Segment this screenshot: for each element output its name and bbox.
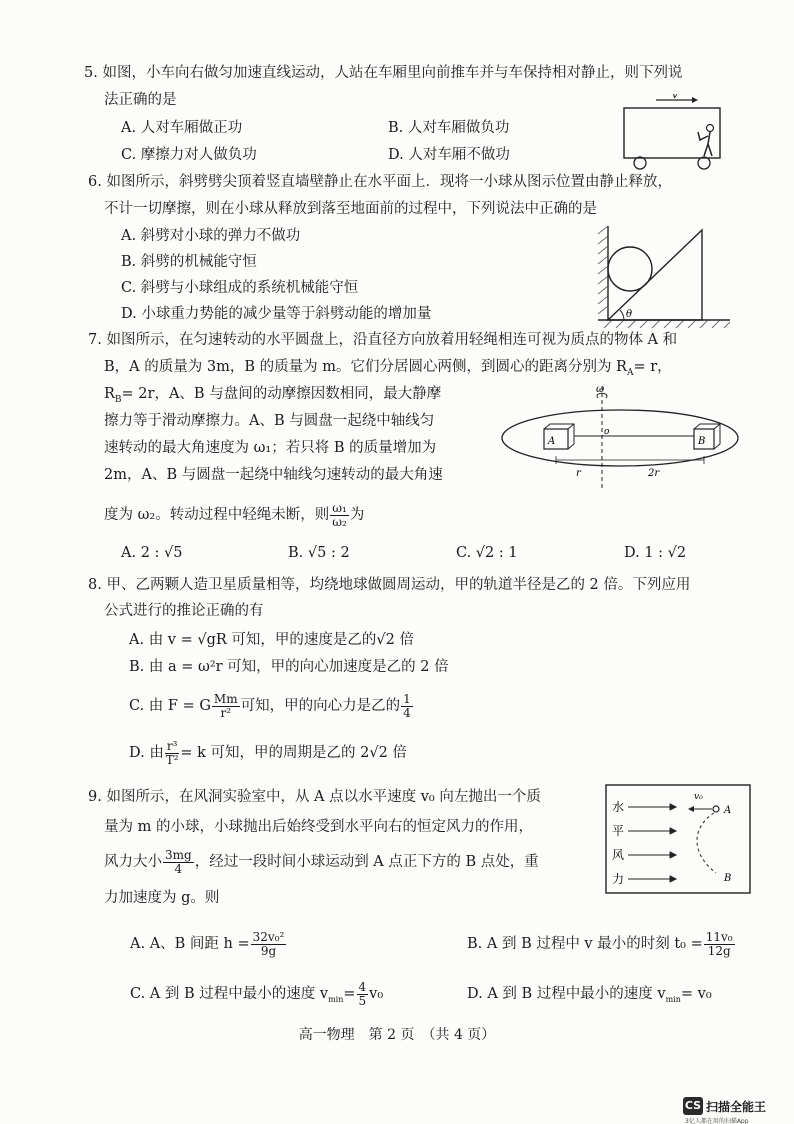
q7-stem-line2: B，A 的质量为 3m，B 的质量为 m。它们分居圆心两侧，到圆心的距离分别为 $R_A= r$， — [104, 359, 672, 378]
q9-stem-line2: 量为 m 的小球，小球抛出后始终受到水平向右的恒定风力的作用， — [104, 819, 533, 835]
q7-option-d: D. 1 : √2 — [624, 545, 687, 561]
q7-block-a-label: A — [548, 436, 556, 447]
q6-angle-label: θ — [626, 309, 633, 320]
q5-option-a: A. 人对车厢做正功 — [121, 120, 243, 136]
q9-option-b: B. A 到 B 过程中 v 最小的时刻 t₀ = $\frac{\text{11v₀}}{12g}$ — [467, 929, 733, 958]
q7-disk-figure — [498, 380, 748, 492]
q8-option-c: C. 由 F = G $\frac{Mm}{\text{r²}}$ 可知，甲的向心力是乙的 $\frac{1}{4}$ — [129, 691, 411, 720]
scanner-name: 扫描全能王 — [706, 1099, 767, 1114]
q7-omega-label: ω — [596, 384, 605, 395]
q5-cart-figure — [618, 94, 730, 172]
q7-omega-ratio: $\frac{\text{ω₁}}{\text{ω₂}}$ — [332, 500, 347, 529]
q9-stem-line1: 9. 如图所示，在风洞实验室中，从 A 点以水平速度 v₀ 向左抛出一个质 — [88, 789, 541, 805]
q9-option-a: A. A、B 间距 h = $\frac{\text{32v₀²}}{9g}$ — [130, 929, 285, 958]
q6-option-c: C. 斜劈与小球组成的系统机械能守恒 — [121, 280, 359, 296]
q6-option-b: B. 斜劈的机械能守恒 — [121, 254, 257, 270]
q7-center-label: o — [604, 427, 610, 437]
q8-option-b: B. 由 a = ω²r 可知，甲的向心加速度是乙的 2 倍 — [129, 659, 449, 675]
q8-stem-line2: 公式进行的推论正确的有 — [104, 603, 264, 619]
q7-option-b: B. √5 : 2 — [288, 545, 350, 561]
q5-option-b: B. 人对车厢做负功 — [388, 120, 510, 136]
q7-stem-line1: 7. 如图所示，在匀速转动的水平圆盘上，沿直径方向放着用轻绳相连可视为质点的物体 A 和 — [88, 332, 678, 348]
q9-wind-char-2: 平 — [612, 824, 625, 838]
q9-stem-line3: 风力大小 $\frac{3mg}{4}$ ，经过一段时间小球运动到 A 点正下方的 B 点处，重 — [104, 847, 539, 876]
q7-stem-line4: 擦力等于滑动摩擦力。A、B 与圆盘一起绕中轴线匀 — [104, 413, 435, 429]
scanner-logo-icon: CS — [683, 1097, 703, 1115]
q7-stem-line6: 2m，A、B 与圆盘一起绕中轴线匀速转动的最大角速 — [104, 467, 443, 483]
q7-stem-line7: 度为 ω₂。转动过程中轻绳未断，则 $\frac{\text{ω₁}}{\text{ω₂}}$ 为 — [104, 500, 365, 529]
q7-stem-line5: 速转动的最大角速度为 ω₁；若只将 B 的质量增加为 — [104, 440, 437, 456]
q9-point-b-label: B — [724, 873, 732, 884]
q6-wedge-figure — [594, 222, 734, 330]
q9-stem-line4: 力加速度为 g。则 — [104, 890, 220, 906]
q6-stem-line2: 不计一切摩擦，则在小球从释放到落至地面前的过程中，下列说法中正确的是 — [104, 201, 597, 217]
q7-radius-r-label: r — [576, 468, 581, 479]
q5-stem-line2: 法正确的是 — [104, 92, 177, 108]
q6-option-d: D. 小球重力势能的减少量等于斜劈动能的增加量 — [121, 306, 432, 322]
q7-radius-2r-label: 2r — [648, 468, 660, 479]
q8-option-d: D. 由 $\frac{\text{r³}}{\text{T²}}$ = k 可知，甲的周期是乙的 2√2 倍 — [129, 738, 407, 767]
q7-stem-line3: $R_B= 2r$，A、B 与盘间的动摩擦因数相同，最大静摩 — [104, 386, 442, 405]
q6-stem-line1: 6. 如图所示，斜劈劈尖顶着竖直墙壁静止在水平面上．现将一小球从图示位置由静止释放， — [88, 174, 672, 190]
q9-wind-char-4: 力 — [612, 872, 625, 886]
q9-wind-tunnel-figure — [604, 783, 754, 897]
q9-v0-label: v₀ — [694, 792, 703, 802]
q7-option-a: A. 2 : √5 — [121, 545, 183, 561]
q9-option-d: D. A 到 B 过程中最小的速度 $v_{min}= v_0$ — [467, 986, 712, 1004]
q8-option-a: A. 由 v = √gR 可知，甲的速度是乙的√2 倍 — [129, 632, 414, 648]
q7-block-b-label: B — [698, 436, 706, 447]
q5-option-c: C. 摩擦力对人做负功 — [121, 147, 257, 163]
q7-option-c: C. √2 : 1 — [456, 545, 518, 561]
q9-point-a-label: A — [724, 805, 732, 816]
q9-wind-char-3: 风 — [612, 848, 625, 862]
q9-option-c: C. A 到 B 过程中最小的速度 $v_{min}=$ $\frac{4}{5}$ v₀ — [130, 979, 384, 1008]
q5-stem-line1: 5. 如图，小车向右做匀加速直线运动，人站在车厢里向前推车并与车保持相对静止，则下列说 — [84, 65, 683, 81]
page-footer: 高一物理 第 2 页 （共 4 页） — [298, 1027, 496, 1043]
q8-stem-line1: 8. 甲、乙两颗人造卫星质量相等，均绕地球做圆周运动，甲的轨道半径是乙的 2 倍。下列应用 — [88, 577, 691, 593]
q6-option-a: A. 斜劈对小球的弹力不做功 — [121, 228, 301, 244]
q9-wind-char-1: 水 — [612, 800, 625, 814]
q5-option-d: D. 人对车厢不做功 — [388, 147, 510, 163]
q5-velocity-label: v — [672, 94, 678, 101]
scanner-watermark — [683, 1097, 766, 1115]
scanner-tagline: 3亿人都在用的扫描App — [685, 1118, 749, 1124]
